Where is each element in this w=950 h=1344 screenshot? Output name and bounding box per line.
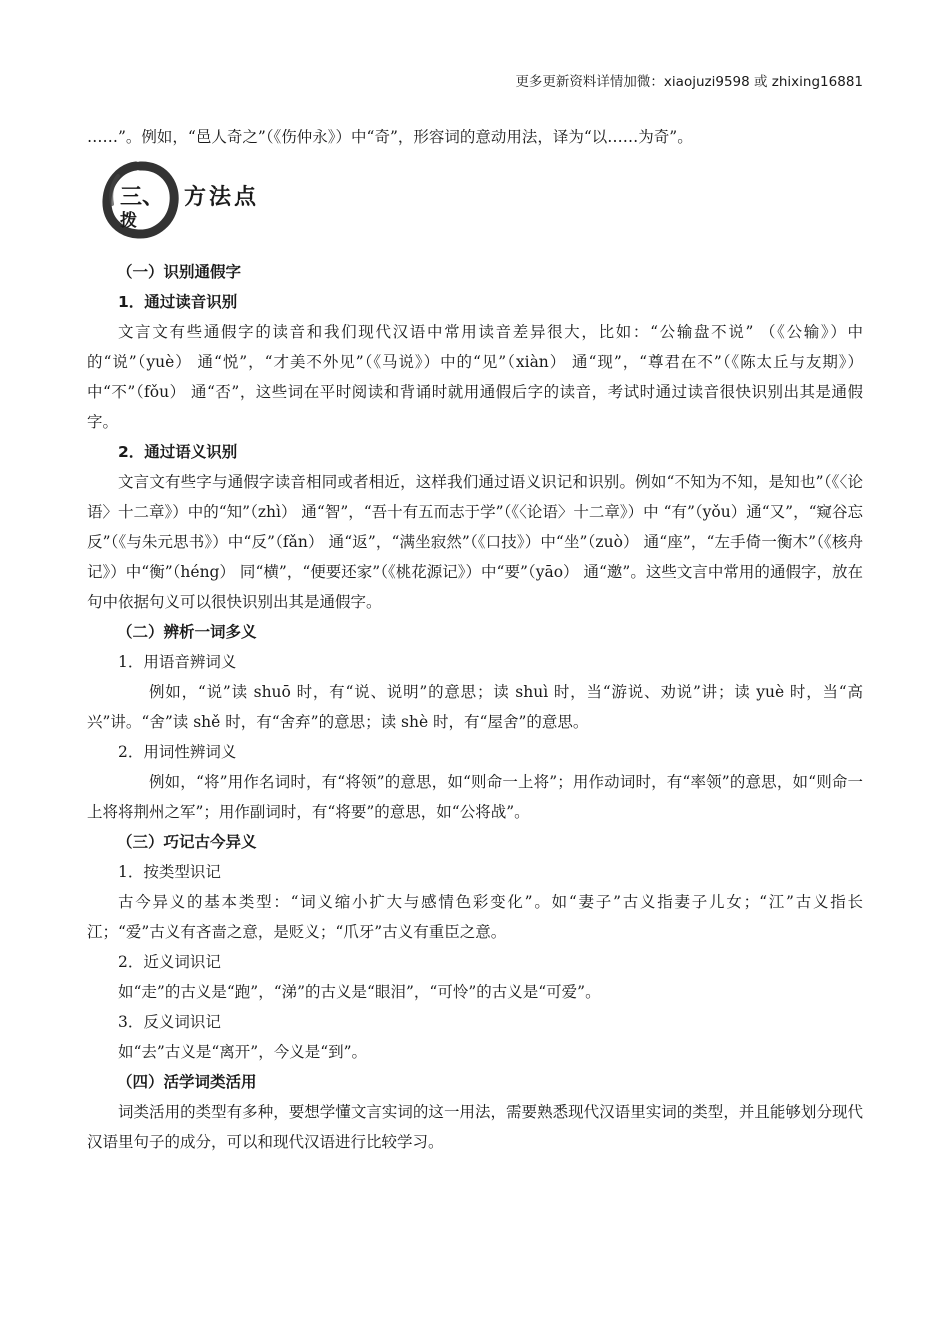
- section-number: 三、: [120, 185, 165, 210]
- sec2-sub2-body: 例如，“将”用作名词时，有“将领”的意思，如“则命一上将”；用作动词时，有“率领”的意思，如“则命一上将将荆州之军”；用作副词时，有“将要”的意思，如“公将战”。: [87, 773, 863, 821]
- section-number-sub: 拨: [120, 211, 137, 231]
- sec3-sub2-body: 如“走”的古义是“跑”，“涕”的古义是“眼泪”，“可怜”的古义是“可爱”。: [118, 983, 601, 1001]
- sec1-sub2-title: 2．通过语义识别: [118, 443, 238, 461]
- section-title: 方法点: [184, 185, 260, 210]
- sec4-title: （四）活学词类活用: [117, 1073, 257, 1091]
- sec3-sub3-body: 如“去”古义是“离开”，今义是“到”。: [118, 1043, 368, 1061]
- sec4-body: 词类活用的类型有多种，要想学懂文言实词的这一用法，需要熟悉现代汉语里实词的类型，并且能够划分现代汉语里句子的成分，可以和现代汉语进行比较学习。: [87, 1103, 863, 1151]
- intro-paragraph: ……”。例如，“邑人奇之”（《伤仲永》）中“奇”，形容词的意动用法，译为“以……为奇”。: [87, 128, 693, 146]
- sec1-title: （一）识别通假字: [117, 263, 242, 281]
- sec3-sub3-title: 3．反义词识记: [118, 1013, 221, 1031]
- sec2-sub2-title: 2．用词性辨词义: [118, 743, 237, 761]
- header-watermark: 更多更新资料详情加微：xiaojuzi9598 或 zhixing16881: [515, 74, 863, 90]
- sec1-sub1-title: 1．通过读音识别: [118, 293, 238, 311]
- sec1-sub1-body: 文言文有些通假字的读音和我们现代汉语中常用读音差异很大，比如：“公输盘不说” （《公输》）中的“说”（yuè） 通“悦”，“才美不外见”（《马说》）中的“见”（xiàn） 通“现”，“尊君在不”（《陈太丘与友期》）中“不”（fǒu） 通“否”，这些词在平时阅读和背诵时就用通假后字的读音，考试时通过读音很快识别出其是通假字。: [87, 323, 863, 431]
- sec3-title: （三）巧记古今异义: [117, 833, 257, 851]
- sec2-sub1-body: 例如，“说”读 shuō 时，有“说、说明”的意思；读 shuì 时，当“游说、劝说”讲；读 yuè 时，当“高兴”讲。“舍”读 shě 时，有“舍弃”的意思；读 shè 时，有“屋舍”的意思。: [87, 683, 863, 731]
- section-heading: [100, 160, 280, 240]
- sec3-sub1-body: 古今异义的基本类型：“词义缩小扩大与感情色彩变化”。如“妻子”古义指妻子儿女；“江”古义指长江；“爱”古义有吝啬之意，是贬义；“爪牙”古义有重臣之意。: [87, 893, 863, 941]
- intro-block: [87, 122, 863, 152]
- sec1-sub2-body: 文言文有些字与通假字读音相同或者相近，这样我们通过语义识记和识别。例如“不知为不知，是知也”（《〈论语〉十二章》）中的“知”（zhì） 通“智”，“吾十有五而志于学”（《〈论语〉十二章》）中 “有”（yǒu）通“又”，“窥谷忘反”（《与朱元思书》）中“反”（fǎn） 通“返”，“满坐寂然”（《口技》）中“坐”（zuò） 通“座”，“左手倚一衡木”（《核舟记》）中“衡”（héng） 同“横”，“便要还家”（《桃花源记》）中“要”（yāo） 通“邀”。这些文言中常用的通假字，放在句中依据句义可以很快识别出其是通假字。: [87, 473, 863, 611]
- sec3-sub1-title: 1．按类型识记: [118, 863, 221, 881]
- sec2-sub1-title: 1．用语音辨词义: [118, 653, 237, 671]
- main-content: [87, 257, 863, 1157]
- sec2-title: （二）辨析一词多义: [117, 623, 257, 641]
- sec3-sub2-title: 2．近义词识记: [118, 953, 221, 971]
